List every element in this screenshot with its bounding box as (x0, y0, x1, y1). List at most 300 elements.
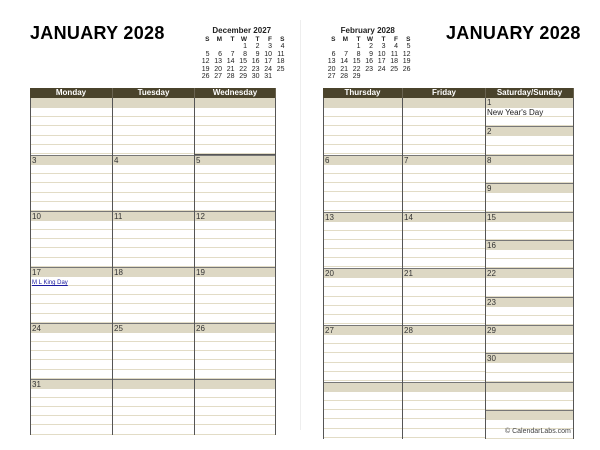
day-column (113, 155, 195, 211)
day-column (195, 323, 276, 379)
note-line (195, 108, 275, 117)
mini-day: 22 (239, 65, 247, 73)
day-number: 10 (31, 211, 112, 221)
note-line (195, 248, 275, 257)
week-grid-left (30, 88, 276, 435)
note-line (113, 108, 194, 117)
note-line (31, 360, 112, 369)
day-column (195, 98, 276, 155)
mini-day: 15 (239, 58, 247, 65)
note-line (324, 401, 402, 410)
note-line (31, 239, 112, 248)
note-line (486, 316, 573, 325)
day-number: 14 (403, 212, 485, 222)
mini-day: 2 (369, 43, 373, 50)
note-line (113, 145, 194, 154)
note-line (113, 370, 194, 379)
mini-day (273, 73, 286, 81)
note-line (31, 221, 112, 230)
note-line (31, 126, 112, 135)
day-number: 31 (31, 379, 112, 389)
day-column (403, 155, 486, 212)
day-number (403, 382, 485, 392)
day-column (30, 211, 113, 267)
mini-calendar-december (198, 26, 286, 81)
day-column (323, 325, 403, 382)
day-column (113, 379, 195, 435)
mini-dow: T (230, 36, 235, 43)
mini-dow: W (366, 36, 373, 43)
day-number: 24 (31, 323, 112, 333)
note-line (31, 333, 112, 342)
mini-day: 2 (255, 43, 260, 50)
day-column (195, 155, 276, 211)
column-header: Friday (403, 88, 486, 98)
day-column (403, 212, 486, 269)
week-row (30, 211, 276, 267)
mini-dow: T (356, 36, 361, 43)
mini-day: 29 (239, 73, 247, 80)
mini-dow: S (280, 36, 285, 43)
note-line (486, 193, 573, 202)
mini-day: 5 (205, 50, 210, 58)
note-line (403, 306, 485, 315)
mini-day (198, 43, 211, 51)
note-line (324, 410, 402, 419)
note-line (31, 258, 112, 267)
note-line (403, 117, 485, 126)
day-number: 7 (403, 155, 485, 165)
note-line (195, 333, 275, 342)
day-column (403, 268, 486, 325)
note-line (403, 392, 485, 401)
note-line (195, 342, 275, 351)
mini-day: 24 (377, 65, 386, 73)
day-column (323, 382, 403, 439)
note-line (195, 286, 275, 295)
day-column (323, 212, 403, 269)
week-row (323, 155, 574, 212)
note-line (195, 126, 275, 135)
mini-calendar-february (324, 26, 412, 81)
note-line (113, 248, 194, 257)
note-line (195, 183, 275, 192)
mini-day: 25 (390, 65, 398, 73)
day-column (113, 98, 195, 155)
day-number: 4 (113, 155, 194, 165)
mini-day: 14 (340, 58, 348, 65)
note-line (403, 165, 485, 174)
day-number: 28 (403, 325, 485, 335)
note-line (403, 278, 485, 287)
mini-day (337, 43, 350, 51)
mini-dow: M (342, 36, 348, 43)
day-number: 9 (486, 183, 573, 193)
note-line (324, 240, 402, 249)
note-line (31, 108, 112, 117)
day-number: 20 (324, 268, 402, 278)
note-line (31, 230, 112, 239)
day-column (195, 267, 276, 323)
note-line (403, 108, 485, 117)
note-line (486, 136, 573, 145)
mini-day: 1 (243, 43, 247, 50)
mini-dow: F (394, 36, 398, 43)
mini-day: 15 (352, 58, 361, 65)
note-line (31, 286, 112, 295)
page-title-left: JANUARY 2028 (30, 23, 165, 43)
note-line (195, 117, 275, 126)
day-number: 29 (486, 325, 573, 335)
note-line (403, 183, 485, 192)
mini-day: 4 (280, 43, 285, 50)
note-line (486, 344, 573, 353)
mini-dow: T (255, 36, 260, 43)
mini-day: 18 (390, 58, 398, 65)
note-line (113, 425, 194, 434)
note-line (403, 363, 485, 372)
mini-dow: T (381, 36, 386, 43)
note-line (31, 295, 112, 304)
day-number: 18 (113, 267, 194, 277)
day-number (195, 379, 275, 389)
note-line (31, 314, 112, 323)
mini-day: 11 (390, 50, 398, 58)
day-number: 17 (31, 267, 112, 277)
mini-day: 1 (356, 43, 361, 50)
mini-dow: F (268, 36, 272, 43)
note-line (403, 315, 485, 324)
day-number: 3 (31, 155, 112, 165)
note-line (31, 425, 112, 434)
week-row (30, 98, 276, 155)
day-number (113, 98, 194, 108)
note-line (486, 363, 573, 372)
note-line (403, 344, 485, 353)
day-number (486, 410, 573, 420)
note-line (195, 136, 275, 145)
week-row (323, 212, 574, 269)
mini-day: 23 (365, 65, 373, 73)
note-line (324, 297, 402, 306)
mini-day: 22 (352, 65, 361, 73)
mini-day: 11 (277, 50, 285, 58)
day-column (30, 323, 113, 379)
mini-day (324, 43, 337, 51)
note-line (31, 304, 112, 313)
week-row (323, 268, 574, 325)
note-line (195, 314, 275, 323)
mini-day: 3 (268, 43, 272, 50)
mini-dow: S (331, 36, 336, 43)
note-line (486, 231, 573, 240)
note-line (113, 277, 194, 286)
mini-day: 28 (226, 73, 235, 80)
mini-day: 26 (402, 65, 411, 73)
mini-day: 18 (276, 58, 285, 65)
day-column (30, 379, 113, 435)
day-number (31, 98, 112, 108)
note-line (403, 222, 485, 231)
day-column (323, 155, 403, 212)
note-line (324, 126, 402, 135)
mini-day: 10 (264, 50, 272, 58)
note-line (195, 351, 275, 360)
mini-day: 24 (264, 65, 272, 73)
mini-day: 7 (230, 50, 235, 58)
mini-day: 21 (340, 65, 348, 73)
day-column (486, 212, 574, 269)
day-number: 15 (486, 212, 573, 222)
mini-dow: S (406, 36, 411, 43)
mini-day: 25 (276, 65, 285, 73)
day-column (113, 323, 195, 379)
mini-day: 21 (226, 65, 235, 73)
note-line (195, 425, 275, 434)
mini-day (374, 73, 387, 81)
day-number (403, 98, 485, 108)
note-line (113, 416, 194, 425)
day-number: 19 (195, 267, 275, 277)
mini-day: 16 (365, 58, 373, 65)
note-line (324, 315, 402, 324)
note-line (403, 297, 485, 306)
note-line (31, 342, 112, 351)
note-line (31, 370, 112, 379)
note-line (403, 335, 485, 344)
day-number (324, 98, 402, 108)
note-line (486, 174, 573, 183)
mini-day: 30 (251, 73, 260, 80)
mini-day: 17 (377, 58, 386, 65)
note-line (195, 295, 275, 304)
day-number: 21 (403, 268, 485, 278)
note-line (324, 392, 402, 401)
note-line (486, 335, 573, 344)
note-line (195, 230, 275, 239)
note-line (31, 183, 112, 192)
copyright: © CalendarLabs.com (505, 428, 571, 435)
day-number: 30 (486, 353, 573, 363)
note-line (31, 117, 112, 126)
day-column (30, 267, 113, 323)
holiday-label: New Year's Day (487, 108, 544, 117)
note-line (195, 258, 275, 267)
day-number: 6 (324, 155, 402, 165)
day-number: 12 (195, 211, 275, 221)
note-line (31, 145, 112, 154)
note-line (31, 174, 112, 183)
note-line (324, 202, 402, 211)
note-line (31, 202, 112, 211)
note-line (195, 174, 275, 183)
note-line (195, 221, 275, 230)
note-line (324, 222, 402, 231)
mini-day: 4 (394, 43, 398, 50)
note-line (486, 392, 573, 401)
note-line (195, 239, 275, 248)
note-line (195, 145, 275, 154)
day-column (403, 98, 486, 155)
note-line (486, 307, 573, 316)
mini-day: 31 (264, 73, 272, 80)
note-line (113, 221, 194, 230)
note-line (403, 287, 485, 296)
day-number (324, 382, 402, 392)
mini-dow: M (216, 36, 222, 43)
column-header: Tuesday (113, 88, 195, 98)
mini-day: 29 (352, 73, 361, 80)
mini-day: 23 (251, 65, 260, 73)
note-line (113, 342, 194, 351)
week-row (30, 379, 276, 435)
day-number: 26 (195, 323, 275, 333)
day-column (486, 325, 574, 382)
note-line (195, 202, 275, 211)
note-line (31, 277, 112, 286)
note-line (324, 353, 402, 362)
mini-day: 9 (255, 50, 260, 58)
note-line (486, 401, 573, 410)
note-line (113, 304, 194, 313)
day-number (113, 379, 194, 389)
mini-day: 20 (214, 65, 222, 73)
note-line (324, 306, 402, 315)
note-line (113, 407, 194, 416)
note-line (113, 286, 194, 295)
day-column (403, 325, 486, 382)
note-line (486, 222, 573, 231)
note-line (195, 165, 275, 174)
mini-dow: W (240, 36, 247, 43)
note-line (486, 117, 573, 126)
note-line (324, 278, 402, 287)
note-line (31, 165, 112, 174)
note-line (486, 259, 573, 268)
note-line (113, 389, 194, 398)
note-line (324, 165, 402, 174)
day-column (195, 211, 276, 267)
mini-day: 20 (327, 65, 336, 73)
mini-day (399, 73, 412, 81)
note-line (113, 398, 194, 407)
note-line (31, 136, 112, 145)
day-number: 11 (113, 211, 194, 221)
mini-day: 16 (251, 58, 260, 65)
note-line (113, 333, 194, 342)
note-line (113, 314, 194, 323)
column-header: Monday (30, 88, 113, 98)
day-number: 16 (486, 240, 573, 250)
note-line (403, 202, 485, 211)
day-number (195, 98, 275, 108)
mini-day: 19 (201, 65, 210, 73)
mini-day: 8 (243, 50, 247, 58)
note-line (113, 165, 194, 174)
note-line (195, 398, 275, 407)
holiday-link[interactable]: M L King Day (32, 279, 68, 286)
note-line (486, 165, 573, 174)
note-line (403, 258, 485, 267)
day-number: 25 (113, 323, 194, 333)
note-line (195, 407, 275, 416)
note-line (403, 401, 485, 410)
note-line (31, 389, 112, 398)
mini-day: 27 (214, 73, 222, 80)
note-line (113, 230, 194, 239)
note-line (324, 429, 402, 438)
mini-day: 5 (406, 43, 411, 50)
note-line (31, 351, 112, 360)
week-row (30, 267, 276, 323)
note-line (31, 407, 112, 416)
note-line (113, 183, 194, 192)
week-row (30, 155, 276, 211)
note-line (403, 136, 485, 145)
note-line (324, 108, 402, 117)
mini-day: 19 (402, 58, 411, 65)
day-number: 13 (324, 212, 402, 222)
mini-day (387, 73, 400, 81)
note-line (324, 249, 402, 258)
note-line (195, 193, 275, 202)
mini-day: 9 (369, 50, 373, 58)
note-line (324, 335, 402, 344)
note-line (486, 287, 573, 296)
note-line (113, 258, 194, 267)
mini-day: 7 (344, 50, 348, 58)
page-divider (300, 20, 301, 430)
day-number: 2 (486, 126, 573, 136)
mini-day: 8 (356, 50, 361, 58)
mini-day: 27 (327, 73, 336, 80)
note-line (113, 174, 194, 183)
note-line (113, 193, 194, 202)
mini-day (223, 43, 236, 51)
column-header: Wednesday (195, 88, 276, 98)
note-line (486, 108, 573, 117)
note-line (113, 295, 194, 304)
week-grid-right (323, 88, 574, 439)
mini-day: 6 (218, 50, 222, 58)
week-row (323, 98, 574, 155)
day-number: 1 (486, 98, 573, 108)
note-line (403, 174, 485, 183)
note-line (31, 416, 112, 425)
mini-day: 26 (201, 73, 210, 80)
note-line (403, 192, 485, 201)
note-line (486, 250, 573, 259)
note-line (113, 117, 194, 126)
column-header-row (323, 88, 574, 98)
mini-day: 28 (340, 73, 348, 80)
day-column (30, 98, 113, 155)
note-line (324, 231, 402, 240)
mini-day: 12 (402, 50, 411, 58)
mini-day: 3 (381, 43, 386, 50)
note-line (324, 344, 402, 353)
day-column (195, 379, 276, 435)
note-line (486, 278, 573, 287)
note-line (486, 373, 573, 382)
note-line (195, 389, 275, 398)
day-column (30, 155, 113, 211)
week-row (323, 325, 574, 382)
note-line (324, 363, 402, 372)
note-line (403, 429, 485, 438)
mini-month-name: February 2028 (340, 26, 395, 35)
note-line (113, 136, 194, 145)
